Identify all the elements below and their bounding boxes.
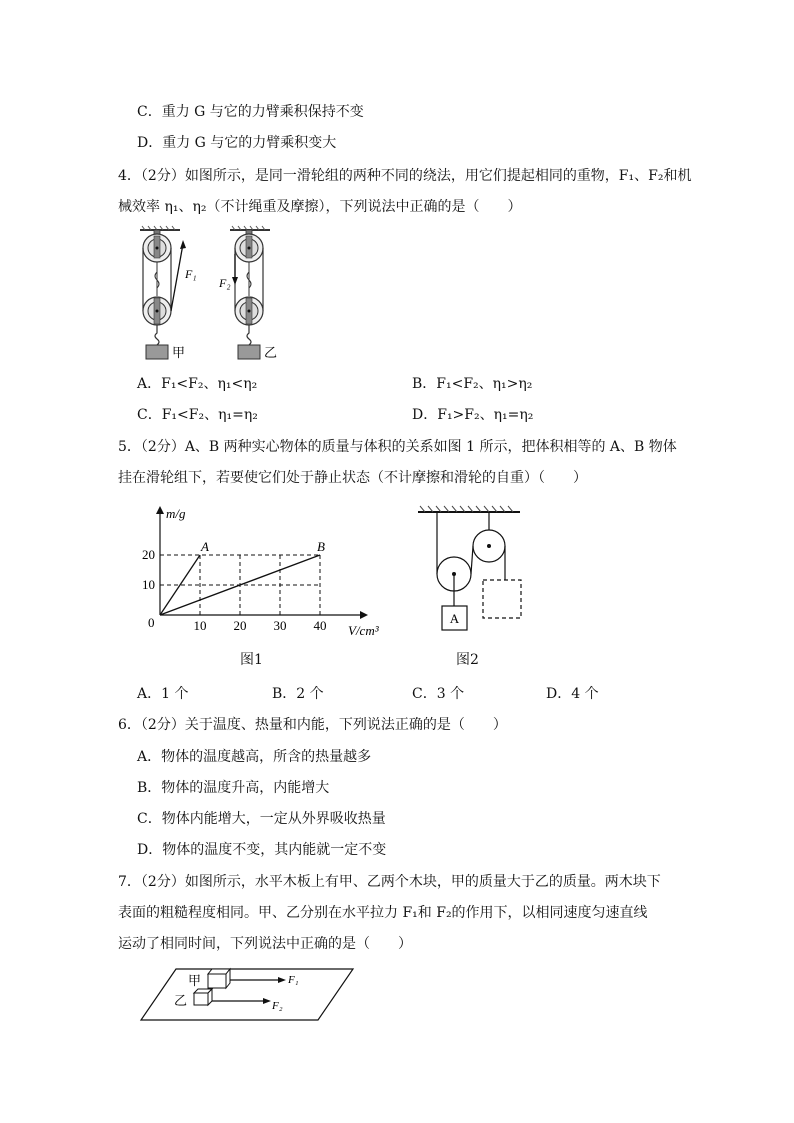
- q4-ceiling-right: [230, 226, 270, 230]
- q7-label-f1: F₁: [288, 974, 299, 986]
- q5-xlabel: V/cm³: [348, 623, 379, 638]
- q7-label-yi: 乙: [174, 993, 188, 1008]
- q4-label-yi: 乙: [264, 345, 278, 360]
- q4-option-d: D．F₁>F₂、η₁=η₂: [412, 407, 534, 423]
- q5-figure2-caption: 图2: [456, 652, 479, 668]
- q3-option-d: D．重力 G 与它的力臂乘积变大: [137, 135, 337, 151]
- q4-option-b: B．F₁<F₂、η₁>η₂: [412, 376, 533, 392]
- q7-label-f2: F₂: [272, 1000, 283, 1012]
- q4-arrow-f2-icon: [232, 277, 238, 285]
- series-line-a: [160, 555, 200, 615]
- q5-ylabel: m/g: [166, 506, 186, 521]
- q5-point-a-label: A: [201, 539, 209, 554]
- q4-ceiling-left: [140, 226, 180, 230]
- q4-fixed-pulley-right: [235, 230, 263, 262]
- q4-movable-pulley-right: [235, 297, 263, 325]
- q5-figure1-caption: 图1: [240, 652, 263, 668]
- q7-label-jia: 甲: [188, 973, 202, 988]
- q5-option-b: B．2 个: [272, 686, 324, 702]
- q7-block-yi: [194, 989, 212, 1005]
- q4-fixed-pulley-left: [143, 230, 171, 262]
- q4-stem-line1: 4．（2分）如图所示，是同一滑轮组的两种不同的绕法，用它们提起相同的重物，F₁、F₂和机: [118, 168, 692, 184]
- q5-pulley-system-figure: [410, 500, 530, 640]
- q5-ceiling: [418, 506, 520, 512]
- q5-option-d: D．4 个: [546, 686, 599, 702]
- y-tick-label: 20: [142, 547, 155, 562]
- q4-pulley-figure: [128, 224, 298, 364]
- x-tick-label: 10: [193, 618, 207, 633]
- q5-tick-labels: [142, 547, 327, 633]
- q7-stem-line3: 运动了相同时间，下列说法中正确的是（ ）: [118, 936, 412, 952]
- q5-stem-line2: 挂在滑轮组下，若要使它们处于静止状态（不计摩擦和滑轮的自重）（ ）: [118, 470, 587, 486]
- q3-option-c: C．重力 G 与它的力臂乘积保持不变: [137, 104, 364, 120]
- q7-board-figure: [138, 965, 358, 1025]
- q7-stem-line1: 7．（2分）如图所示，水平木板上有甲、乙两个木块，甲的质量大于乙的质量。两木块下: [118, 874, 661, 890]
- x-tick-label: 20: [233, 618, 247, 633]
- x-tick-label: 40: [313, 618, 327, 633]
- q7-block-jia: [208, 969, 230, 988]
- q4-label-f1: F₁: [185, 267, 197, 281]
- q5-option-c: C．3 个: [412, 686, 465, 702]
- q4-label-f2: F₂: [219, 276, 231, 290]
- q4-option-c: C．F₁<F₂、η₁=η₂: [137, 407, 258, 423]
- q4-option-a: A．F₁<F₂、η₁<η₂: [137, 376, 258, 392]
- q4-weight-left: [146, 345, 168, 359]
- y-tick-label: 10: [142, 577, 155, 592]
- q5-block-a-label: A: [449, 611, 460, 626]
- q6-option-a: A．物体的温度越高，所含的热量越多: [137, 749, 372, 765]
- x-tick-label: 30: [273, 618, 287, 633]
- q4-label-jia: 甲: [172, 345, 186, 360]
- q7-stem-line2: 表面的粗糙程度相同。甲、乙分别在水平拉力 F₁和 F₂的作用下，以相同速度匀速直线: [118, 905, 648, 921]
- y-axis-arrow-icon: [156, 506, 164, 514]
- q6-option-d: D．物体的温度不变，其内能就一定不变: [137, 842, 387, 858]
- q5-point-b-label: B: [317, 539, 325, 554]
- q4-arrow-f1-icon: [180, 240, 186, 249]
- q5-option-a: A．1 个: [137, 686, 189, 702]
- q6-option-b: B．物体的温度升高，内能增大: [137, 780, 330, 796]
- q4-stem-line2: 械效率 η₁、η₂（不计绳重及摩擦），下列说法中正确的是（ ）: [118, 199, 522, 215]
- q5-origin-label: 0: [148, 615, 155, 630]
- q5-mass-volume-graph: [140, 500, 390, 650]
- q5-stem-line1: 5．（2分）A、B 两种实心物体的质量与体积的关系如图 1 所示，把体积相等的 A、B 物体: [118, 439, 677, 455]
- q5-dashed-box: [483, 580, 521, 618]
- q6-stem: 6．（2分）关于温度、热量和内能，下列说法正确的是（ ）: [118, 717, 507, 733]
- x-axis-arrow-icon: [360, 611, 368, 619]
- q4-weight-right: [238, 345, 260, 359]
- q6-option-c: C．物体内能增大，一定从外界吸收热量: [137, 811, 386, 827]
- q7-board: [141, 969, 353, 1020]
- q4-movable-pulley-left: [143, 297, 171, 325]
